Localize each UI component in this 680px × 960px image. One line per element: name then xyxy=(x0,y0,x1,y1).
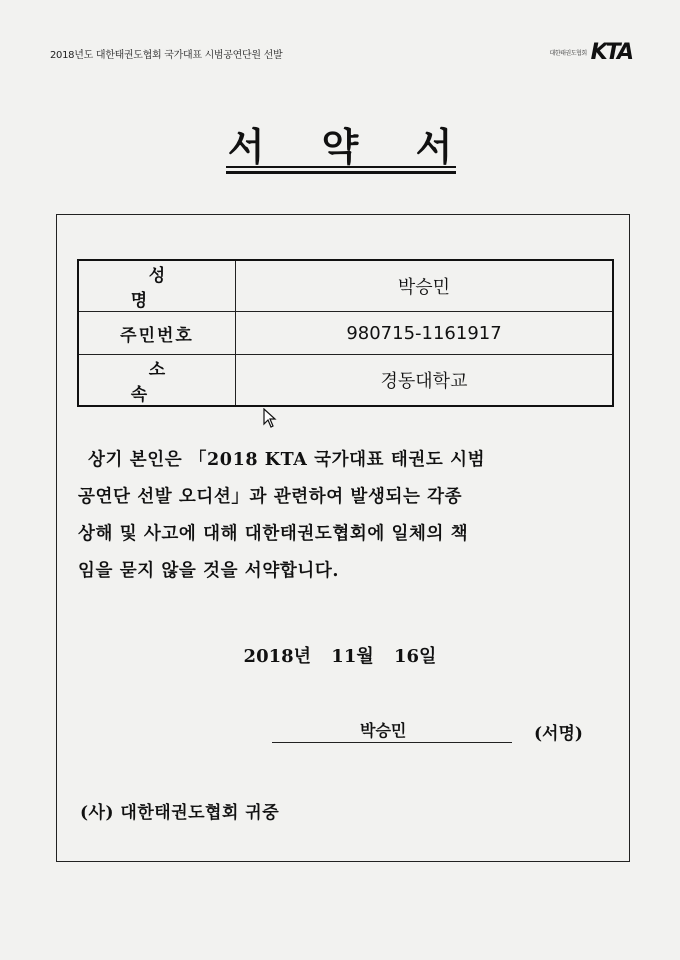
title-underline xyxy=(226,166,456,168)
affiliation-label: 소 속 xyxy=(78,355,236,407)
header-title: 2018년도 대한태권도협회 국가대표 시범공연단원 선발 xyxy=(50,50,283,61)
table-row xyxy=(78,260,613,312)
pledge-line: 공연단 선발 오디션」과 관련하여 발생되는 각종 xyxy=(78,487,463,507)
title-underline-thick xyxy=(226,171,456,174)
affiliation-value: 경동대학교 xyxy=(236,355,614,407)
kta-logo xyxy=(550,40,632,65)
logo-small-text: 대한태권도협회 xyxy=(549,50,587,57)
mouse-cursor-icon xyxy=(263,408,277,428)
id-number-label: 주민번호 xyxy=(78,312,236,355)
signer-name: 박승민 xyxy=(360,721,407,740)
pledge-line: 상기 본인은 「2018 KTA 국가대표 태권도 시범 xyxy=(88,450,486,470)
pledge-line: 임을 묻지 않을 것을 서약합니다. xyxy=(78,561,340,581)
pledge-date: 2018년 11월 16일 xyxy=(243,646,437,667)
table-row xyxy=(78,355,613,407)
name-label: 성 명 xyxy=(78,260,236,312)
logo-text: KTA xyxy=(590,40,632,65)
pledge-line: 상해 및 사고에 대해 대한태권도협회에 일체의 책 xyxy=(78,524,469,544)
document-title: 서 약 서 xyxy=(227,124,475,169)
signature-line xyxy=(272,742,512,743)
pledge-body xyxy=(78,442,608,590)
name-value: 박승민 xyxy=(236,260,614,312)
info-table xyxy=(77,259,614,407)
signature-label: (서명) xyxy=(534,724,583,744)
table-row xyxy=(78,312,613,355)
addressee: (사) 대한태권도협회 귀중 xyxy=(80,803,280,823)
id-number-value: 980715-1161917 xyxy=(236,312,614,355)
